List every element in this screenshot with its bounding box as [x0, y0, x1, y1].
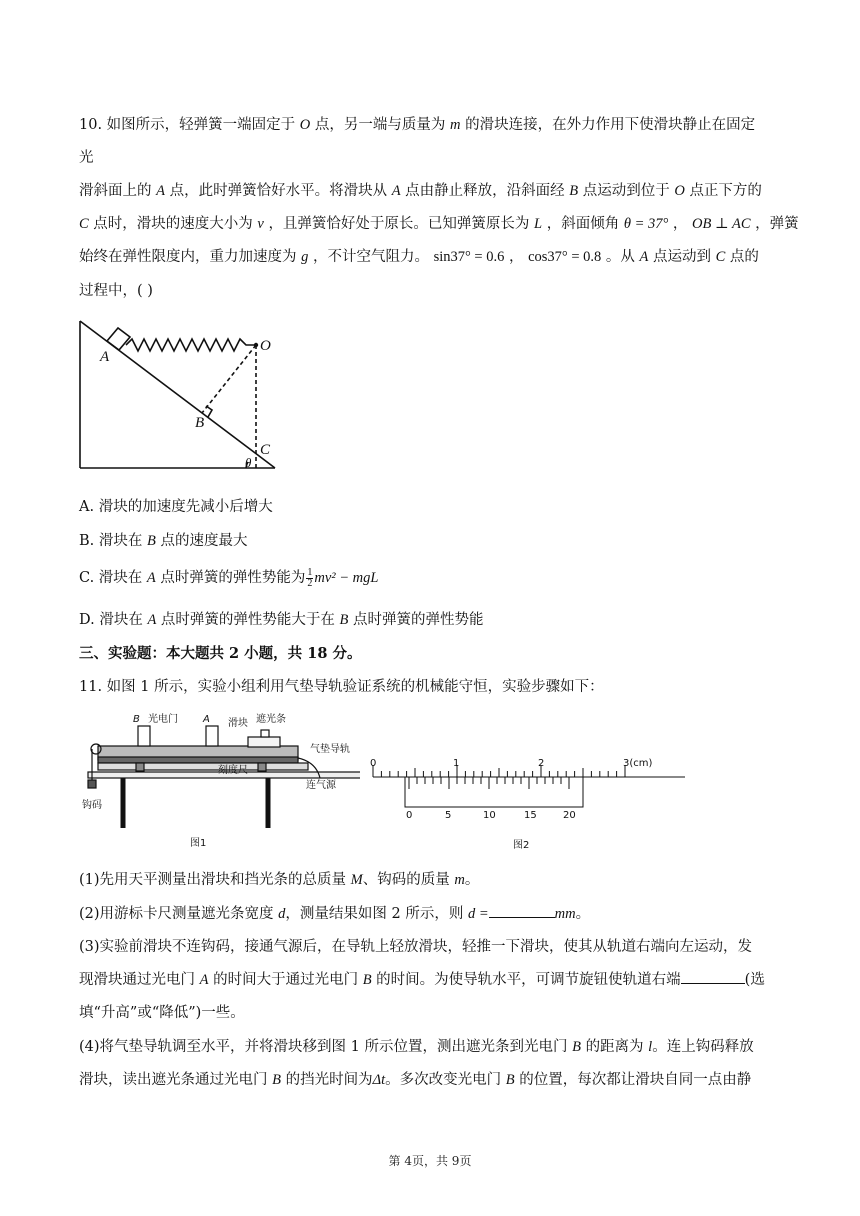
ruler-bar [98, 763, 308, 770]
text: 滑斜面上的 [79, 183, 152, 199]
text: 。多次改变光电门 [385, 1072, 502, 1088]
text: (2)用游标卡尺测量遮光条宽度 [79, 906, 274, 922]
var-B: B [572, 1039, 581, 1055]
figure-2-caption: 图2 [513, 840, 530, 851]
text: 现滑块通过光电门 [79, 972, 195, 988]
vernier-caliper-figure [365, 752, 695, 852]
answer-blank-d[interactable] [489, 905, 555, 918]
text: 点由静止释放，沿斜面经 [405, 183, 565, 199]
label-hook-weight: 钩码 [82, 800, 102, 811]
adjust-knob-right [258, 763, 266, 771]
text: 点时，滑块的速度大小为 [93, 216, 253, 232]
q11-step-3-line-3: 填“升高”或“降低”)一些。 [79, 1005, 245, 1021]
text: 。从 [605, 249, 635, 265]
text: 的时间。为使导轨水平，可调节旋钮使轨道右端 [376, 972, 681, 988]
air-track-figure [78, 708, 360, 853]
label-ruler: 刻度尺 [218, 765, 248, 776]
text: 滑块，读出遮光条通过光电门 [79, 1072, 268, 1088]
sin-value: sin37° = 0.6 [433, 249, 505, 265]
text: 的位置，每次都让滑块自同一点由静 [519, 1072, 752, 1088]
var-L: L [534, 216, 543, 232]
text: ，斜面倾角 [546, 216, 620, 232]
var-l: l [648, 1039, 653, 1055]
q11-step-4-line-2 [79, 1068, 751, 1089]
spring [126, 339, 256, 351]
var-A: A [147, 612, 157, 628]
text: 点，此时弹簧恰好水平。将滑块从 [169, 183, 388, 199]
q10-line-1 [79, 113, 755, 134]
text: 点，另一端与质量为 [314, 117, 446, 133]
q11-step-1 [79, 868, 479, 889]
option-a: A. 滑块的加速度先减小后增大 [79, 499, 273, 515]
q10-line-2: 光 [79, 150, 94, 166]
energy-expression: mv² − mgL [314, 570, 379, 586]
vernier-tick-label-10: 10 [483, 810, 496, 821]
text: 始终在弹性限度内，重力加速度为 [79, 249, 297, 265]
text: 的时间大于通过光电门 [213, 972, 359, 988]
var-B: B [362, 972, 372, 988]
vernier-tick-label-5: 5 [445, 810, 452, 821]
fraction-numerator: 1 [307, 566, 313, 578]
q11-intro: 11. 如图 1 所示，实验小组利用气垫导轨验证系统的机械能守恒，实验步骤如下： [79, 679, 604, 695]
text: C. 滑块在 [79, 570, 143, 586]
air-track-base [98, 757, 298, 763]
text: ，测量结果如图 2 所示，则 [285, 906, 464, 922]
text: B. 滑块在 [79, 533, 143, 549]
q10-line-3 [79, 179, 762, 200]
label-B: B [133, 714, 140, 725]
text: 、钩码的质量 [362, 872, 450, 888]
var-A: A [391, 183, 401, 199]
label-air-source: 连气源 [306, 780, 336, 791]
vernier-tick-label-20: 20 [563, 810, 576, 821]
var-B: B [146, 533, 156, 549]
var-v: v [257, 216, 264, 232]
var-B: B [569, 183, 579, 199]
text: ， [508, 249, 524, 265]
text: D. 滑块在 [79, 612, 143, 628]
text: 。 [464, 872, 480, 888]
label-A: A [100, 349, 110, 365]
q10-line-4 [79, 212, 799, 233]
var-C: C [715, 249, 726, 265]
var-m: m [454, 872, 465, 888]
point-O [254, 343, 258, 347]
theta-equation: θ = 37° [623, 216, 669, 232]
text: (选 [744, 972, 765, 988]
var-g: g [301, 249, 309, 265]
figure-1-caption: 图1 [190, 838, 207, 849]
cos-value: cos37° = 0.8 [528, 249, 602, 265]
q11-step-2 [79, 902, 590, 923]
text: 点正下方的 [689, 183, 762, 199]
q11-step-3-line-1: (3)实验前滑块不连钩码，接通气源后，在导轨上轻放滑块，轻推一下滑块，使其从轨道右端向左运动，发 [79, 939, 753, 955]
var-B: B [505, 1072, 515, 1088]
main-tick-label-0: 0 [370, 758, 377, 769]
photogate-B [138, 726, 150, 746]
text: ，且弹簧恰好处于原长。已知弹簧原长为 [268, 216, 530, 232]
vernier-tick-label-15: 15 [524, 810, 537, 821]
q10-line-6: 过程中，( ) [79, 283, 153, 299]
var-B: B [272, 1072, 281, 1088]
vernier-tick-label-0: 0 [406, 810, 413, 821]
fraction-denominator: 2 [307, 577, 313, 589]
var-B: B [339, 612, 349, 628]
label-O: O [260, 338, 271, 354]
var-m: m [449, 117, 461, 133]
label-air-track: 气垫导轨 [310, 744, 350, 755]
q11-step-3-line-2 [79, 968, 765, 989]
text: 的挡光时间为 [285, 1072, 373, 1088]
text: 点时弹簧的弹性势能 [352, 612, 484, 628]
option-c [79, 566, 378, 589]
slider-block [107, 328, 130, 350]
slider-block [248, 737, 280, 747]
option-b [79, 529, 247, 550]
main-tick-label-1: 1 [453, 758, 460, 769]
label-photogate: 光电门 [148, 714, 178, 725]
text: 点时弹簧的弹性势能为 [160, 570, 306, 586]
text: 的距离为 [585, 1039, 644, 1055]
var-A: A [156, 183, 165, 199]
text: 点运动到位于 [582, 183, 670, 199]
text: 。 [575, 906, 591, 922]
shading-strip [261, 730, 269, 737]
var-d: d [278, 906, 286, 922]
text: (1)先用天平测量出滑块和挡光条的总质量 [79, 872, 347, 888]
var-M: M [350, 872, 363, 888]
text: 10. 如图所示，轻弹簧一端固定于 [79, 117, 296, 133]
text: 点的速度最大 [160, 533, 248, 549]
fraction-half [306, 568, 313, 589]
unit-mm: mm [554, 906, 576, 922]
incline-spring-figure [70, 318, 290, 478]
hook-weight [88, 780, 96, 788]
vernier-box [405, 777, 583, 807]
var-O: O [674, 183, 685, 199]
text: ，弹簧 [755, 216, 799, 232]
photogate-A [206, 726, 218, 746]
label-slider: 滑块 [228, 718, 248, 729]
text: ，不计空气阻力。 [312, 249, 429, 265]
adjust-knob-left [136, 763, 144, 771]
option-d [79, 608, 483, 629]
text: (4)将气垫导轨调至水平，并将滑块移到图 1 所示位置，测出遮光条到光电门 [79, 1039, 568, 1055]
page-footer: 第 4页，共 9页 [388, 1154, 472, 1168]
text: 。连上钩码释放 [652, 1039, 754, 1055]
var-delta-t: Δt [372, 1072, 386, 1088]
section-heading: 三、实验题：本大题共 2 小题，共 18 分。 [79, 645, 362, 662]
main-tick-label-2: 2 [538, 758, 545, 769]
text: 点的 [729, 249, 759, 265]
var-A: A [199, 972, 209, 988]
q11-step-4-line-1 [79, 1035, 754, 1056]
perp-equation: OB ⊥ AC [692, 216, 751, 232]
text: ， [672, 216, 688, 232]
label-shading-strip: 遮光条 [256, 714, 286, 725]
main-tick-label-3: 3(cm) [623, 758, 653, 769]
label-theta: θ [245, 455, 252, 470]
answer-blank-adjust[interactable] [681, 971, 745, 984]
var-C: C [79, 216, 89, 232]
var-A: A [639, 249, 649, 265]
q10-line-5 [79, 245, 759, 266]
label-B: B [195, 415, 205, 431]
text: 点时弹簧的弹性势能大于在 [160, 612, 335, 628]
text: 点运动到 [652, 249, 711, 265]
var-O: O [299, 117, 311, 133]
ob-dashed-line [202, 345, 256, 413]
label-C: C [260, 442, 271, 458]
label-A: A [203, 714, 210, 725]
text: 的滑块连接，在外力作用下使滑块静止在固定 [465, 117, 756, 133]
d-equals: d = [467, 906, 489, 922]
var-A: A [146, 570, 156, 586]
